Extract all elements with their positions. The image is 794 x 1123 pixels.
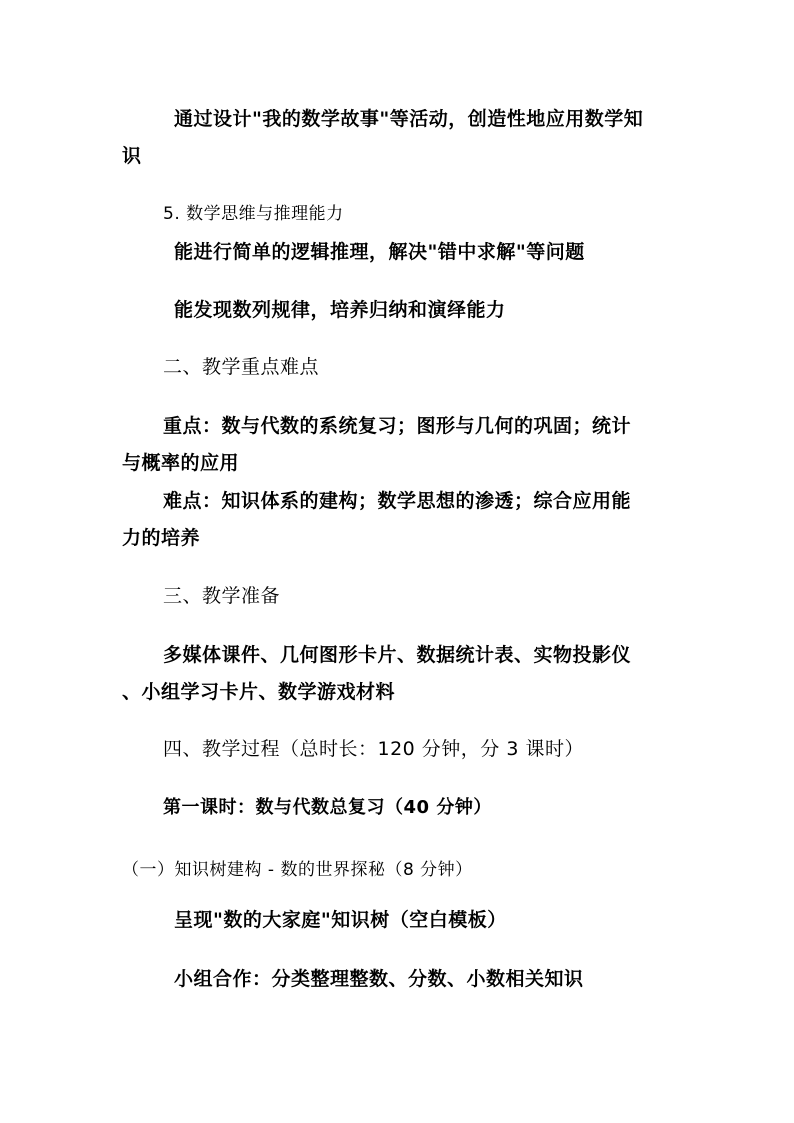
text-line: 识: [122, 145, 142, 167]
section-heading: 5. 数学思维与推理能力: [163, 204, 344, 224]
section-heading: 二、教学重点难点: [163, 356, 320, 378]
text-line: 力的培养: [122, 527, 201, 549]
text-line: 与概率的应用: [122, 452, 240, 474]
section-heading: 四、教学过程（总时长：120 分钟，分 3 课时）: [163, 738, 584, 760]
text-line: 重点：数与代数的系统复习；图形与几何的巩固；统计: [163, 415, 632, 437]
text-line: 通过设计"我的数学故事"等活动，创造性地应用数学知: [174, 108, 644, 130]
text-line: 难点：知识体系的建构；数学思想的渗透；综合应用能: [163, 490, 632, 512]
lesson-heading: 第一课时：数与代数总复习（40 分钟）: [163, 797, 492, 818]
text-line: 能发现数列规律，培养归纳和演绎能力: [174, 299, 506, 321]
section-heading: 三、教学准备: [163, 585, 281, 607]
text-line: 呈现"数的大家庭"知识树（空白模板）: [174, 909, 507, 931]
text-line: 多媒体课件、几何图形卡片、数据统计表、实物投影仪: [163, 644, 632, 666]
text-line: 能进行简单的逻辑推理，解决"错中求解"等问题: [174, 241, 585, 263]
subsection-heading: （一）知识树建构 - 数的世界探秘（8 分钟）: [122, 860, 473, 880]
text-line: 小组合作：分类整理整数、分数、小数相关知识: [174, 968, 584, 990]
text-line: 、小组学习卡片、数学游戏材料: [122, 681, 396, 703]
